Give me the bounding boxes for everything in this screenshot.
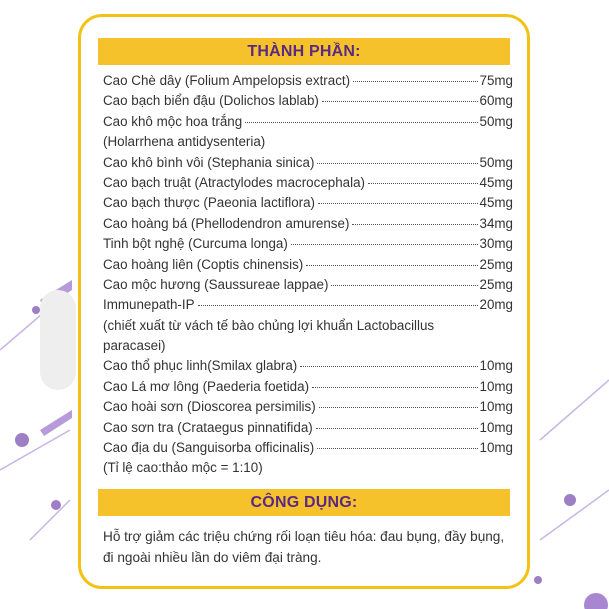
dot-leader <box>306 265 477 266</box>
ingredient-name: Cao thổ phục linh(Smilax glabra) <box>103 358 298 374</box>
decor-circle <box>584 593 608 609</box>
dot-leader <box>322 101 478 102</box>
ingredients-card <box>78 14 530 589</box>
ingredient-row <box>103 418 513 438</box>
ingredient-row <box>103 377 513 397</box>
dot-leader <box>331 285 477 286</box>
ingredient-name: Cao hoàng bá (Phellodendron amurense) <box>103 215 350 231</box>
ingredient-name: (Holarrhena antidysenteria) <box>103 134 266 150</box>
decor-line <box>540 380 609 440</box>
dot-leader <box>312 387 477 388</box>
dot-leader <box>317 163 477 164</box>
ingredient-row <box>103 438 513 458</box>
dot-leader <box>318 203 477 204</box>
ingredient-name: Cao sơn tra (Crataegus pinnatifida) <box>103 419 313 435</box>
ingredient-dose: 20mg <box>479 297 513 313</box>
decor-circle <box>15 433 29 447</box>
ingredients-list <box>103 71 513 479</box>
ingredient-row <box>103 275 513 295</box>
dot-leader <box>352 224 477 225</box>
decor-circle <box>51 500 61 510</box>
ingredient-row <box>103 132 513 152</box>
ingredient-dose: 10mg <box>479 399 513 415</box>
ingredient-name: paracasei) <box>103 338 166 354</box>
dot-leader <box>368 183 478 184</box>
ingredient-name: Cao hoài sơn (Dioscorea persimilis) <box>103 399 316 415</box>
ingredient-row <box>103 112 513 132</box>
ingredient-row <box>103 234 513 254</box>
ingredient-row <box>103 336 513 356</box>
ingredient-row <box>103 397 513 417</box>
ingredient-name: Cao Lá mơ lông (Paederia foetida) <box>103 378 310 394</box>
ingredient-row <box>103 458 513 478</box>
ingredient-row <box>103 153 513 173</box>
ingredient-name: Cao Chè dây (Folium Ampelopsis extract) <box>103 73 351 88</box>
ingredient-name: Cao khô mộc hoa trắng <box>103 113 243 129</box>
ingredient-name: Cao bạch thược (Paeonia lactiflora) <box>103 195 316 211</box>
dot-leader <box>198 305 478 306</box>
decor-line <box>0 430 70 470</box>
ingredient-dose: 30mg <box>479 236 513 252</box>
ingredient-dose: 45mg <box>479 195 513 211</box>
ingredient-row <box>103 316 513 336</box>
ingredient-name: Cao mộc hương (Saussureae lappae) <box>103 276 329 292</box>
ingredient-name: Cao khô bình vôi (Stephania sinica) <box>103 154 315 170</box>
ingredient-dose: 10mg <box>479 419 513 435</box>
dot-leader <box>319 407 478 408</box>
dot-leader <box>291 244 478 245</box>
ingredient-dose: 10mg <box>479 358 513 374</box>
ingredient-dose: 10mg <box>479 440 513 456</box>
ingredients-header: THÀNH PHẦN: <box>98 38 510 65</box>
ingredient-name: (chiết xuất từ vách tế bào chủng lợi khuẩn Lactobacillus <box>103 317 435 333</box>
dot-leader <box>317 448 477 449</box>
dot-leader <box>353 81 477 82</box>
ingredient-dose: 10mg <box>479 378 513 394</box>
ingredient-dose: 25mg <box>479 276 513 292</box>
ingredient-name: Cao địa du (Sanguisorba officinalis) <box>103 440 315 456</box>
ingredient-dose: 45mg <box>479 174 513 190</box>
ingredient-row <box>103 193 513 213</box>
ingredient-name: Immunepath-IP <box>103 297 195 313</box>
ingredient-row <box>103 91 513 111</box>
usage-header: CÔNG DỤNG: <box>98 489 510 516</box>
ingredient-name: Cao hoàng liên (Coptis chinensis) <box>103 256 304 272</box>
ingredient-dose: 75mg <box>479 73 513 88</box>
decor-circle <box>534 576 542 584</box>
ingredient-row <box>103 356 513 376</box>
decor-circle <box>32 306 40 314</box>
ingredient-row <box>103 71 513 91</box>
ingredient-dose: 60mg <box>479 93 513 109</box>
ingredient-dose: 50mg <box>479 154 513 170</box>
usage-text: Hỗ trợ giảm các triệu chứng rối loạn tiêu hóa: đau bụng, đầy bụng, đi ngoài nhiều lần do viêm đại tràng. <box>103 529 505 565</box>
ingredient-dose: 50mg <box>479 113 513 129</box>
dot-leader <box>316 428 478 429</box>
ingredient-name: Cao bạch truật (Atractylodes macrocephala) <box>103 174 365 190</box>
ingredient-dose: 25mg <box>479 256 513 272</box>
decor-line <box>30 500 70 540</box>
dot-leader <box>245 122 477 123</box>
ingredient-name: Cao bạch biển đậu (Dolichos lablab) <box>103 93 319 109</box>
ingredient-row <box>103 173 513 193</box>
ingredient-row <box>103 255 513 275</box>
ingredient-row <box>103 295 513 315</box>
ingredient-name: (Tỉ lệ cao:thảo mộc = 1:10) <box>103 460 263 476</box>
decor-circle <box>564 494 576 506</box>
dot-leader <box>300 366 477 367</box>
ingredient-name: Tinh bột nghệ (Curcuma longa) <box>103 236 288 252</box>
ingredient-row <box>103 214 513 234</box>
ingredient-dose: 34mg <box>479 215 513 231</box>
decor-swoosh <box>40 290 76 390</box>
